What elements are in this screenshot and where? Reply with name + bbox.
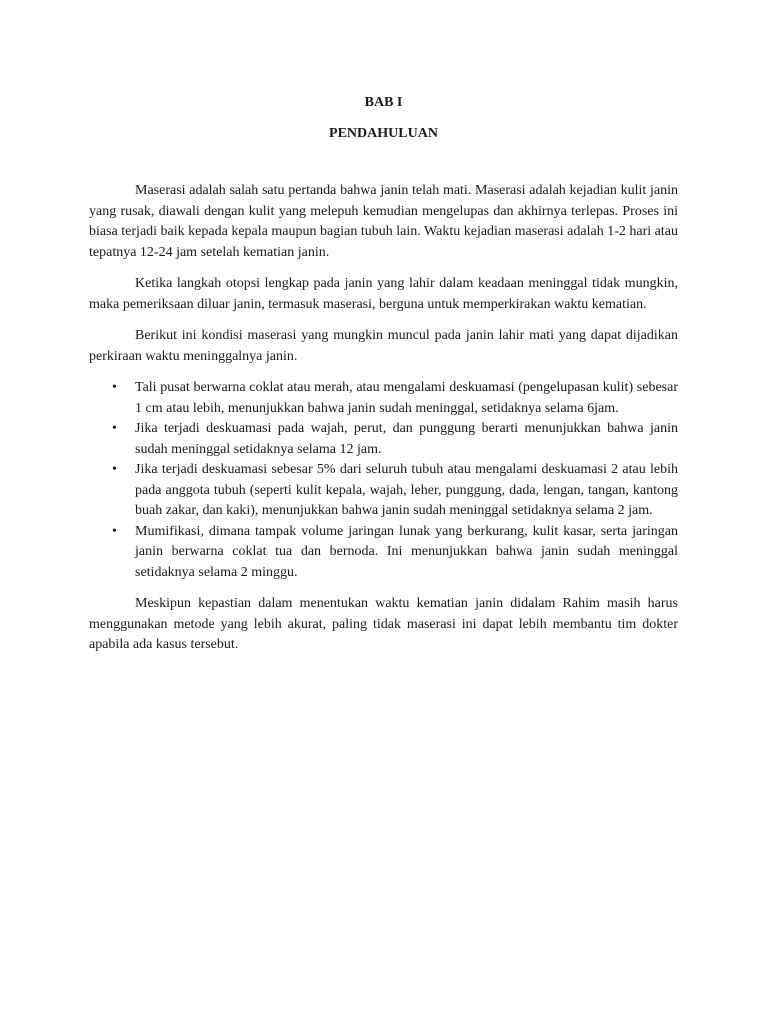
list-item-text: Mumifikasi, dimana tampak volume jaringan lunak yang berkurang, kulit kasar, serta jaringan janin berwarna coklat tua dan bernoda. Ini menunjukkan bahwa janin sudah meninggal setidaknya selama 2 minggu. [135, 523, 678, 580]
list-item [89, 460, 678, 522]
list-item [89, 522, 678, 584]
bullet-icon: • [112, 523, 117, 539]
list-item-text: Tali pusat berwarna coklat atau merah, atau mengalami deskuamasi (pengelupasan kulit) sebesar 1 cm atau lebih, menunjukkan bahwa janin sudah meninggal, setidaknya selama 6jam. [135, 380, 678, 416]
document-body [89, 181, 678, 667]
chapter-title: PENDAHULUAN [329, 126, 438, 141]
paragraph-closing: Meskipun kepastian dalam menentukan waktu kematian janin didalam Rahim masih harus menggunakan metode yang lebih akurat, paling tidak maserasi ini dapat lebih membantu tim dokter apabila ada kasus tersebut. [89, 596, 678, 652]
list-item [89, 378, 678, 419]
paragraph-autopsy: Ketika langkah otopsi lengkap pada janin yang lahir dalam keadaan meninggal tidak mungkin, maka pemeriksaan diluar janin, termasuk maserasi, berguna untuk memperkirakan waktu kematian. [89, 276, 678, 312]
bullet-icon: • [112, 380, 117, 395]
paragraph-conditions: Berikut ini kondisi maserasi yang mungkin muncul pada janin lahir mati yang dapat dijadikan perkiraan waktu meninggalnya janin. [89, 328, 678, 364]
list-item-text: Jika terjadi deskuamasi sebesar 5% dari seluruh tubuh atau mengalami deskuamasi 2 atau lebih pada anggota tubuh (seperti kulit kepala, wajah, leher, punggung, dada, lengan, tangan, kantong buah zakar, dan kaki), menunjukkan bahwa janin sudah meninggal setidaknya selama 2 jam. [135, 462, 678, 518]
condition-list [89, 378, 678, 583]
bullet-icon: • [112, 421, 117, 436]
list-item [89, 419, 678, 460]
paragraph-intro: Maserasi adalah salah satu pertanda bahwa janin telah mati. Maserasi adalah kejadian kulit janin yang rusak, diawali dengan kulit yang melepuh kemudian mengelupas dan akhirnya terlepas. Proses ini biasa terjadi baik kepada kepala maupun bagian tubuh lain. Waktu kejadian maserasi adalah 1-2 hari atau tepatnya 12-24 jam setelah kematian janin. [89, 183, 678, 260]
bullet-icon: • [112, 462, 117, 477]
list-item-text: Jika terjadi deskuamasi pada wajah, perut, dan punggung berarti menunjukkan bahwa janin sudah meninggal setidaknya selama 12 jam. [135, 421, 678, 457]
chapter-heading: BAB I [364, 95, 403, 110]
